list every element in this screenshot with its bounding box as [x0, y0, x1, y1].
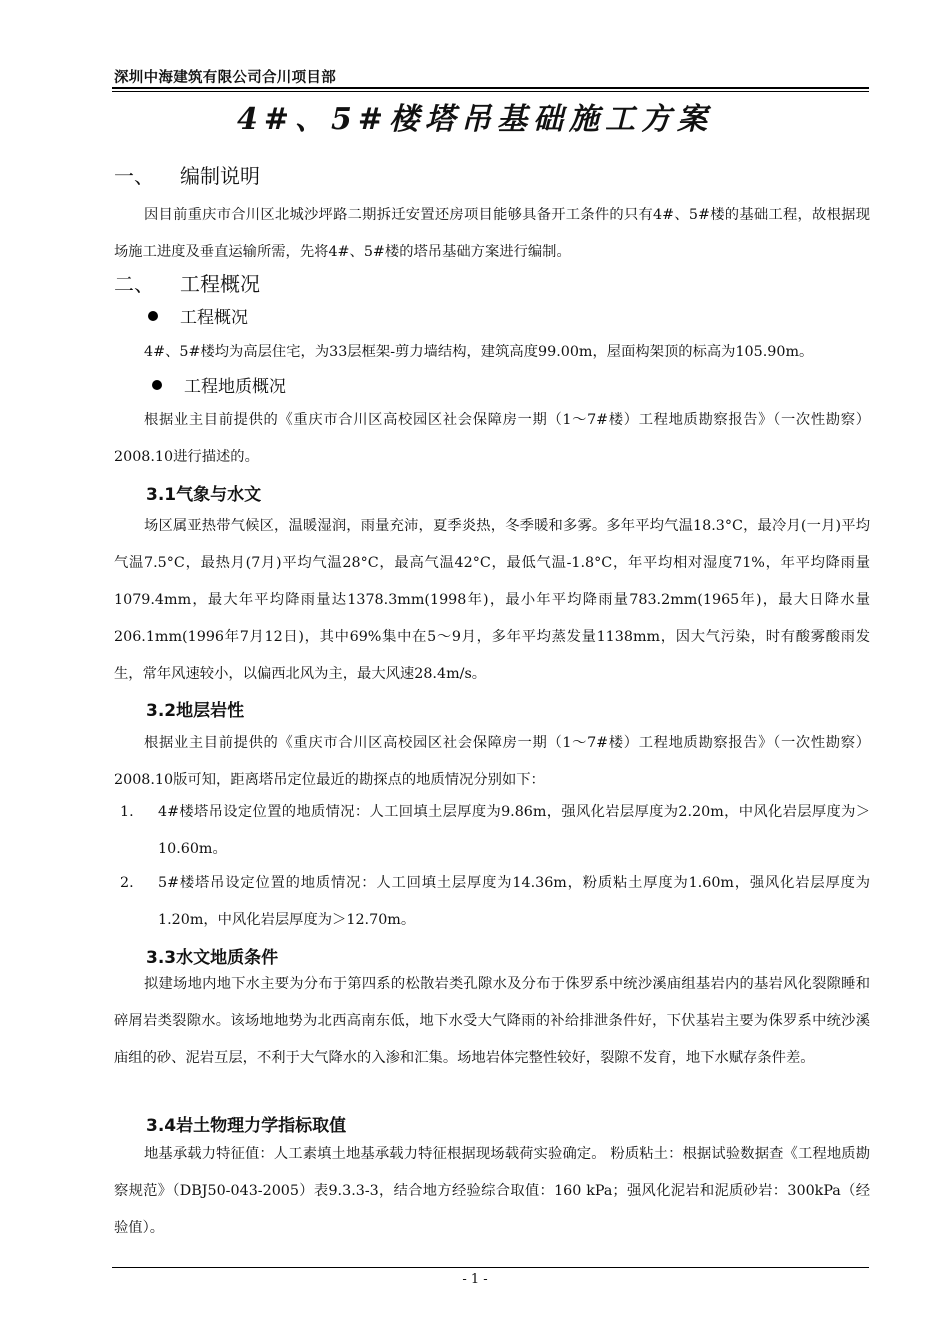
section-title: 工程概况: [180, 272, 260, 296]
bullet-heading-text: 工程概况: [180, 308, 248, 328]
list-text: 4#楼塔吊设定位置的地质情况：人工回填土层厚度为9.86m，强风化岩层厚度为2.20m，中风化岩层厚度为＞10.60m。: [158, 804, 870, 857]
footer-rule: [112, 1267, 869, 1268]
strata-paragraph: 根据业主目前提供的《重庆市合川区高校园区社会保障房一期（1～7#楼）工程地质勘察报告》（一次性勘察）2008.10版可知，距离塔吊定位最近的勘探点的地质情况分别如下：: [114, 735, 870, 788]
bullet-heading-text: 工程地质概况: [184, 377, 286, 397]
hydrogeology-paragraph: 拟建场地内地下水主要为分布于第四系的松散岩类孔隙水及分布于侏罗系中统沙溪庙组基岩内的基岩风化裂隙睡和碎屑岩类裂隙水。该场地地势为北西高南东低，地下水受大气降雨的补给排泄条件好，下伏基岩主要为侏罗系中统沙溪庙组的砂、泥岩互层，不利于大气降水的入渗和汇集。场地岩体完整性较好，裂隙不发育，地下水赋存条件差。: [114, 976, 870, 1066]
geology-paragraph: 根据业主目前提供的《重庆市合川区高校园区社会保障房一期（1～7#楼）工程地质勘察报告》（一次性勘察）2008.10进行描述的。: [114, 412, 870, 465]
list-number: 2.: [120, 875, 134, 891]
bullet-dot-icon: [152, 380, 162, 390]
subsection-heading-3-4: 3.4岩土物理力学指标取值: [146, 1116, 347, 1136]
section-1-paragraph: 因目前重庆市合川区北城沙坪路二期拆迁安置还房项目能够具备开工条件的只有4#、5#楼的基础工程，故根据现场施工进度及垂直运输所需，先将4#、5#楼的塔吊基础方案进行编制。: [114, 207, 870, 260]
section-number: 二、: [114, 272, 154, 296]
list-text: 5#楼塔吊设定位置的地质情况：人工回填土层厚度为14.36m，粉质粘土厚度为1.60m，强风化岩层厚度为1.20m，中风化岩层厚度为＞12.70m。: [158, 875, 870, 928]
subsection-heading-3-1: 3.1气象与水文: [146, 485, 262, 505]
bullet-heading-project-overview: [148, 303, 248, 328]
document-title: 4#、5#楼塔吊基础施工方案: [236, 102, 714, 137]
section-title: 编制说明: [180, 164, 260, 188]
section-heading-2: [114, 268, 260, 297]
running-header: 深圳中海建筑有限公司合川项目部: [114, 70, 336, 86]
header-rule-thin: [112, 91, 869, 92]
climate-paragraph: 场区属亚热带气候区，温暖湿润，雨量充沛，夏季炎热，冬季暖和多雾。多年平均气温18.3°C，最冷月(一月)平均气温7.5°C，最热月(7月)平均气温28°C，最高气温42°C，最低气温-1.8°C，年平均相对湿度71%，年平均降雨量1079.4mm，最大年平均降雨量达1378.3mm(1998年)，最小年平均降雨量783.2mm(1965年)，最大日降水量206.1mm(1996年7月12日)，其中69%集中在5～9月，多年平均蒸发量1138mm，因大气污染，时有酸雾酸雨发生，常年风速较小，以偏西北风为主，最大风速28.4m/s。: [114, 518, 870, 682]
bullet-heading-geology: [152, 372, 286, 397]
page-number: - 1 -: [462, 1272, 488, 1287]
list-number: 1.: [120, 804, 134, 820]
rock-soil-paragraph: 地基承载力特征值：人工素填土地基承载力特征根据现场载荷实验确定。 粉质粘土：根据试验数据查《工程地质勘察规范》（DBJ50-043-2005）表9.3.3-3，结合地方经验综合取值：160 kPa；强风化泥岩和泥质砂岩：300kPa（经验值）。: [114, 1146, 870, 1236]
section-number: 一、: [114, 164, 154, 188]
subsection-heading-3-2: 3.2地层岩性: [146, 701, 245, 721]
bullet-dot-icon: [148, 311, 158, 321]
list-item: [114, 865, 870, 939]
subsection-heading-3-3: 3.3水文地质条件: [146, 948, 279, 968]
list-item: [114, 794, 870, 868]
section-heading-1: [114, 160, 260, 189]
header-rule: [112, 87, 869, 89]
project-overview-paragraph: 4#、5#楼均为高层住宅，为33层框架-剪力墙结构，建筑高度99.00m，屋面构架顶的标高为105.90m。: [144, 344, 814, 360]
